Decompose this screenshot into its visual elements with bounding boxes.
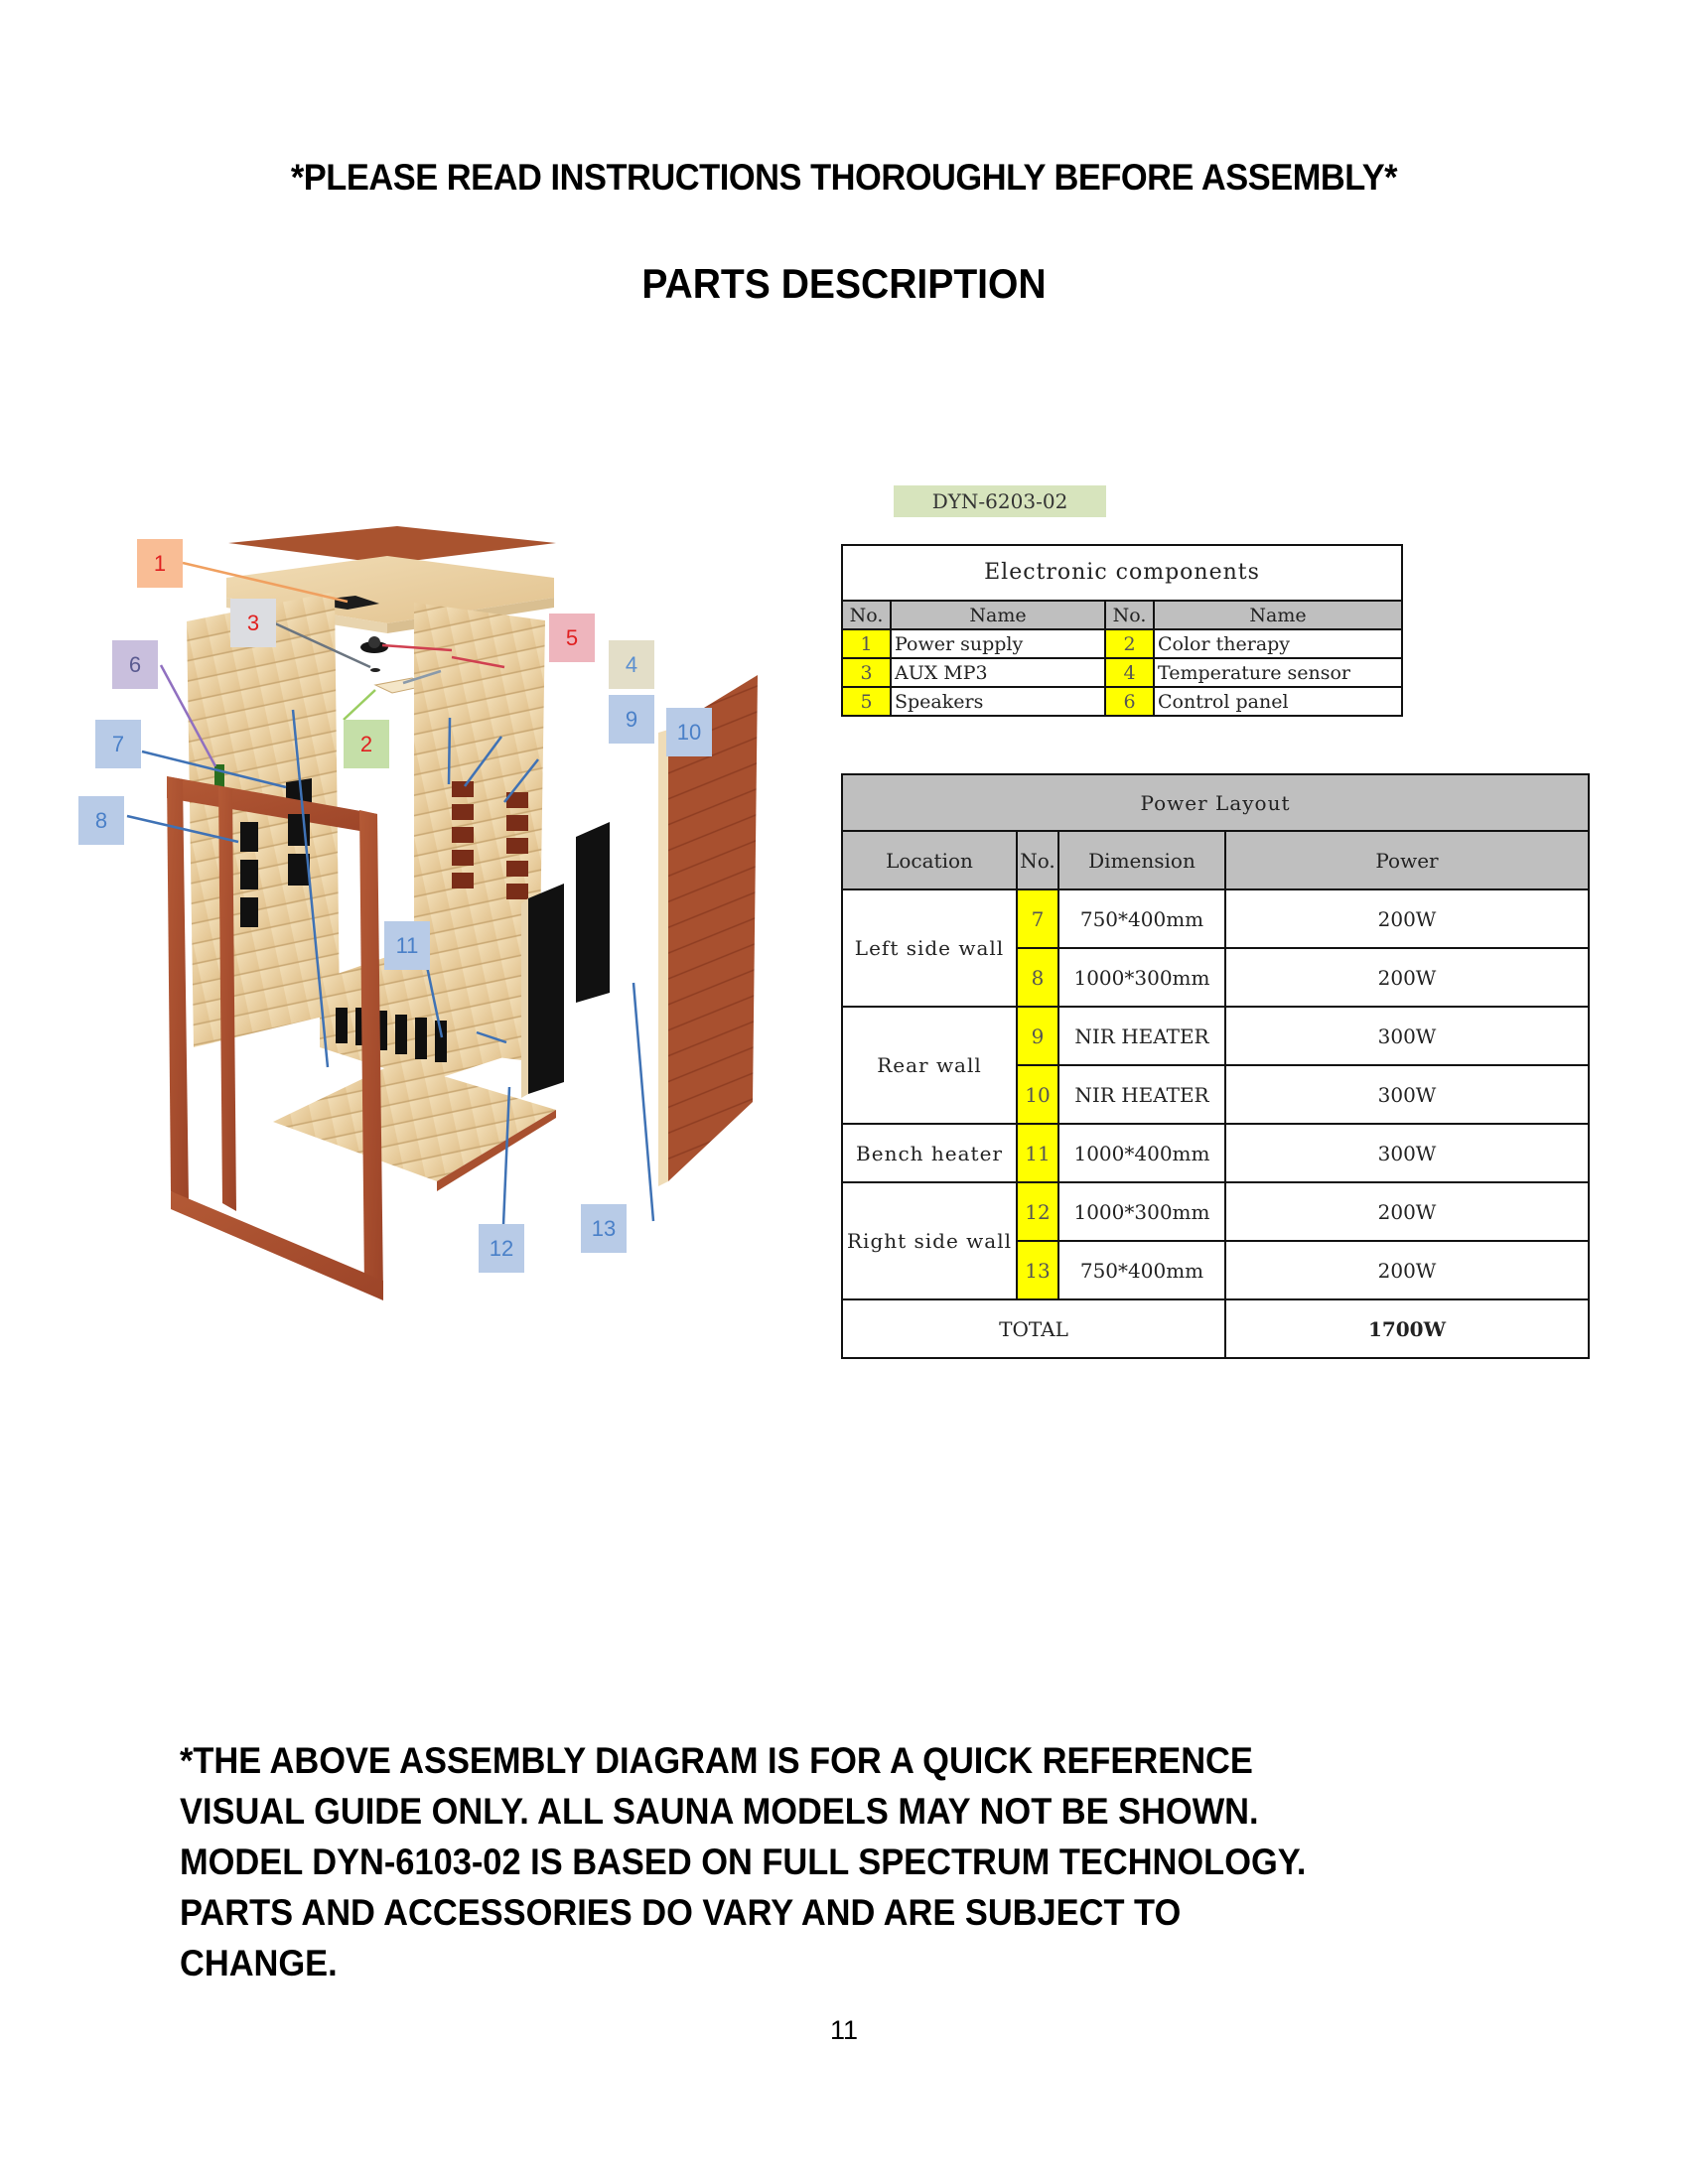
electronic-components-table (841, 544, 1403, 717)
table-row (842, 1124, 1589, 1182)
page-title: PARTS DESCRIPTION (641, 260, 1047, 307)
callout-label-11: 11 (384, 921, 430, 970)
heater-number: 9 (1017, 1007, 1058, 1065)
total-row (842, 1299, 1589, 1358)
total-label: TOTAL (842, 1299, 1225, 1358)
callout-label-5: 5 (549, 614, 595, 662)
callout-label-10: 10 (666, 708, 712, 756)
heater-number: 11 (1017, 1124, 1058, 1182)
heater-number: 12 (1017, 1182, 1058, 1241)
table-row (842, 658, 1402, 687)
power-cell: 200W (1225, 948, 1589, 1007)
table-row (842, 629, 1402, 658)
dimension-cell: NIR HEATER (1058, 1065, 1225, 1124)
part-name: AUX MP3 (891, 658, 1105, 687)
header-no: No. (842, 601, 891, 629)
table-row (842, 687, 1402, 716)
header-dimension: Dimension (1058, 831, 1225, 889)
power-cell: 300W (1225, 1007, 1589, 1065)
callout-label-9: 9 (609, 695, 654, 744)
part-name: Speakers (891, 687, 1105, 716)
disclaimer-text (180, 1735, 1436, 1988)
dimension-cell: 1000*300mm (1058, 948, 1225, 1007)
heater-number: 7 (1017, 889, 1058, 948)
assembly-notice: *PLEASE READ INSTRUCTIONS THOROUGHLY BEFORE ASSEMBLY* (290, 157, 1398, 198)
disclaimer-line: CHANGE. (180, 1943, 338, 1983)
heater-number: 10 (1017, 1065, 1058, 1124)
power-cell: 200W (1225, 1241, 1589, 1299)
power-layout-table (841, 773, 1590, 1359)
power-cell: 300W (1225, 1065, 1589, 1124)
dimension-cell: 750*400mm (1058, 889, 1225, 948)
callout-label-12: 12 (479, 1224, 524, 1273)
part-number: 6 (1105, 687, 1154, 716)
header-name: Name (891, 601, 1105, 629)
power-cell: 200W (1225, 1182, 1589, 1241)
part-number: 3 (842, 658, 891, 687)
disclaimer-line: PARTS AND ACCESSORIES DO VARY AND ARE SUBJECT TO (180, 1892, 1182, 1933)
callout-label-8: 8 (78, 796, 124, 845)
callout-label-6: 6 (112, 640, 158, 689)
electronic-components-title: Electronic components (842, 545, 1402, 601)
table-row (842, 1182, 1589, 1241)
callout-label-4: 4 (609, 640, 654, 689)
header-name: Name (1154, 601, 1402, 629)
header-no: No. (1017, 831, 1058, 889)
heater-number: 13 (1017, 1241, 1058, 1299)
power-cell: 300W (1225, 1124, 1589, 1182)
callout-label-1: 1 (137, 539, 183, 588)
header-power: Power (1225, 831, 1589, 889)
callout-label-3: 3 (230, 599, 276, 647)
header-location: Location (842, 831, 1017, 889)
part-name: Color therapy (1154, 629, 1402, 658)
part-name: Control panel (1154, 687, 1402, 716)
disclaimer-line: VISUAL GUIDE ONLY. ALL SAUNA MODELS MAY NOT BE SHOWN. (180, 1791, 1259, 1832)
location-cell: Rear wall (842, 1007, 1017, 1124)
table-row (842, 889, 1589, 948)
part-number: 5 (842, 687, 891, 716)
part-name: Temperature sensor (1154, 658, 1402, 687)
part-number: 2 (1105, 629, 1154, 658)
page-number: 11 (829, 2015, 859, 2045)
callout-label-7: 7 (95, 720, 141, 768)
sauna-exploded-diagram (60, 506, 774, 1300)
disclaimer-line: MODEL DYN-6103-02 IS BASED ON FULL SPECTRUM TECHNOLOGY. (180, 1842, 1307, 1882)
model-number-badge: DYN-6203-02 (894, 485, 1106, 517)
disclaimer-line: *THE ABOVE ASSEMBLY DIAGRAM IS FOR A QUICK REFERENCE (180, 1740, 1253, 1781)
location-cell: Left side wall (842, 889, 1017, 1007)
part-number: 4 (1105, 658, 1154, 687)
location-cell: Bench heater (842, 1124, 1017, 1182)
header-no: No. (1105, 601, 1154, 629)
location-cell: Right side wall (842, 1182, 1017, 1299)
total-power: 1700W (1225, 1299, 1589, 1358)
dimension-cell: NIR HEATER (1058, 1007, 1225, 1065)
dimension-cell: 750*400mm (1058, 1241, 1225, 1299)
table-row (842, 1007, 1589, 1065)
callout-label-13: 13 (581, 1204, 627, 1253)
heater-number: 8 (1017, 948, 1058, 1007)
power-cell: 200W (1225, 889, 1589, 948)
power-layout-title: Power Layout (842, 774, 1589, 831)
part-number: 1 (842, 629, 891, 658)
dimension-cell: 1000*400mm (1058, 1124, 1225, 1182)
part-name: Power supply (891, 629, 1105, 658)
callout-label-2: 2 (344, 720, 389, 768)
dimension-cell: 1000*300mm (1058, 1182, 1225, 1241)
